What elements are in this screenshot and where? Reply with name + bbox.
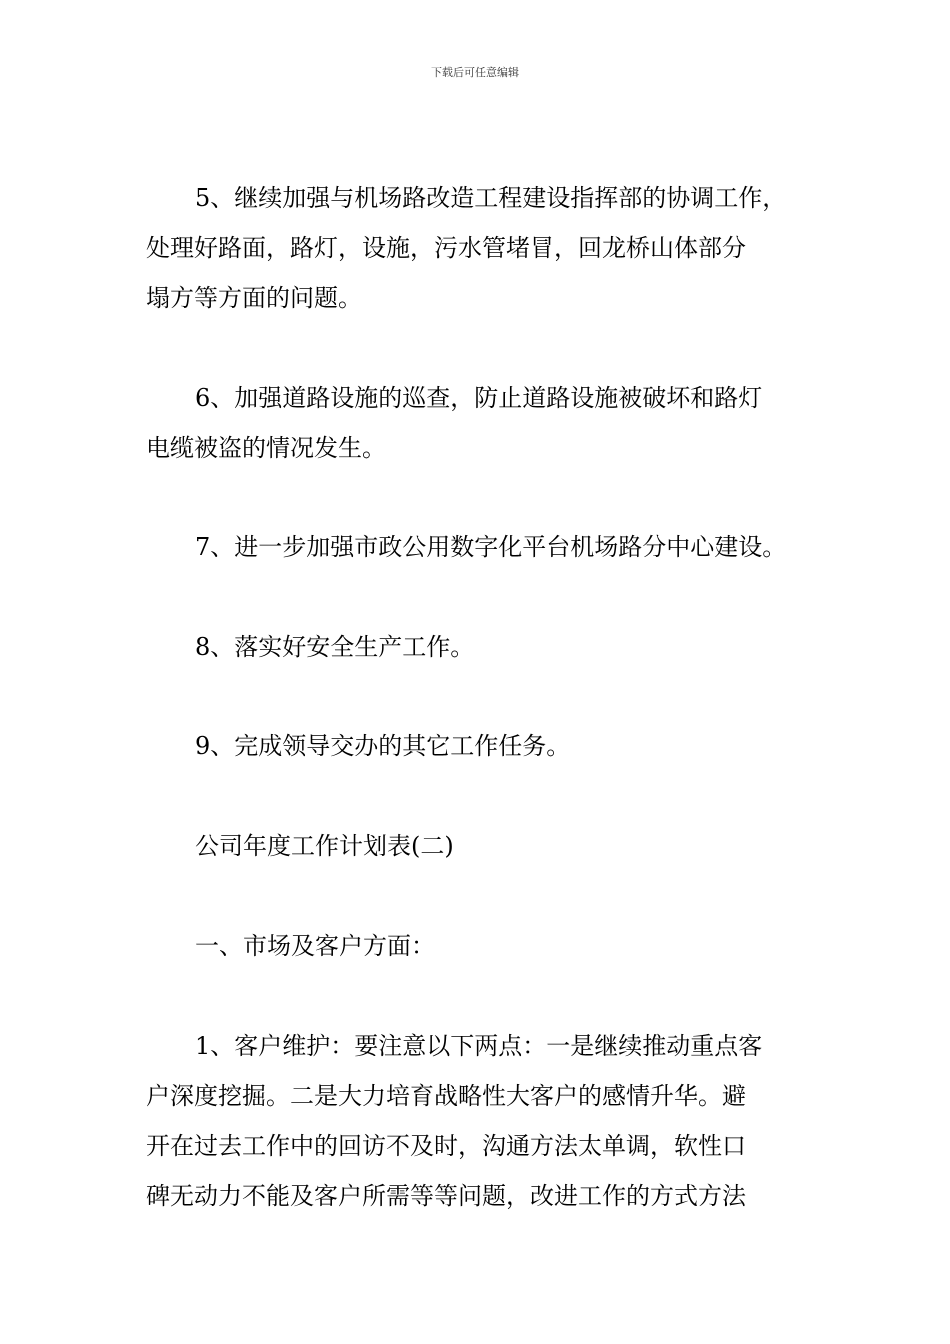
paragraph-item-6 (146, 373, 811, 473)
paragraph-item-7 (146, 522, 811, 572)
paragraph-line: 1、客户维护：要注意以下两点：一是继续推动重点客 (195, 1032, 763, 1060)
paragraph-customer-maintenance (146, 1021, 811, 1221)
paragraph-line: 电缆被盗的情况发生。 (146, 434, 386, 462)
paragraph-line: 8、落实好安全生产工作。 (195, 633, 475, 661)
paragraph-line: 处理好路面，路灯，设施，污水管堵冒，回龙桥山体部分 (146, 234, 746, 262)
paragraph-line: 塌方等方面的问题。 (146, 284, 362, 312)
page-header: 下载后可任意编辑 (431, 66, 519, 79)
paragraph-line: 户深度挖掘。二是大力培育战略性大客户的感情升华。避 (146, 1082, 746, 1110)
section-title-text: 公司年度工作计划表(二) (195, 832, 454, 860)
section-heading-text: 一、市场及客户方面： (195, 932, 435, 960)
section-title (146, 821, 811, 871)
paragraph-line: 5、继续加强与机场路改造工程建设指挥部的协调工作， (195, 184, 787, 212)
paragraph-line: 开在过去工作中的回访不及时，沟通方法太单调，软性口 (146, 1132, 746, 1160)
paragraph-line: 7、进一步加强市政公用数字化平台机场路分中心建设。 (195, 533, 787, 561)
paragraph-line: 碑无动力不能及客户所需等等问题，改进工作的方式方法 (146, 1182, 746, 1210)
paragraph-item-5 (146, 173, 811, 323)
paragraph-line: 6、加强道路设施的巡查，防止道路设施被破坏和路灯 (195, 384, 763, 412)
paragraph-line: 9、完成领导交办的其它工作任务。 (195, 732, 571, 760)
section-heading-market (146, 921, 811, 971)
paragraph-item-8 (146, 622, 811, 672)
paragraph-item-9 (146, 721, 811, 771)
